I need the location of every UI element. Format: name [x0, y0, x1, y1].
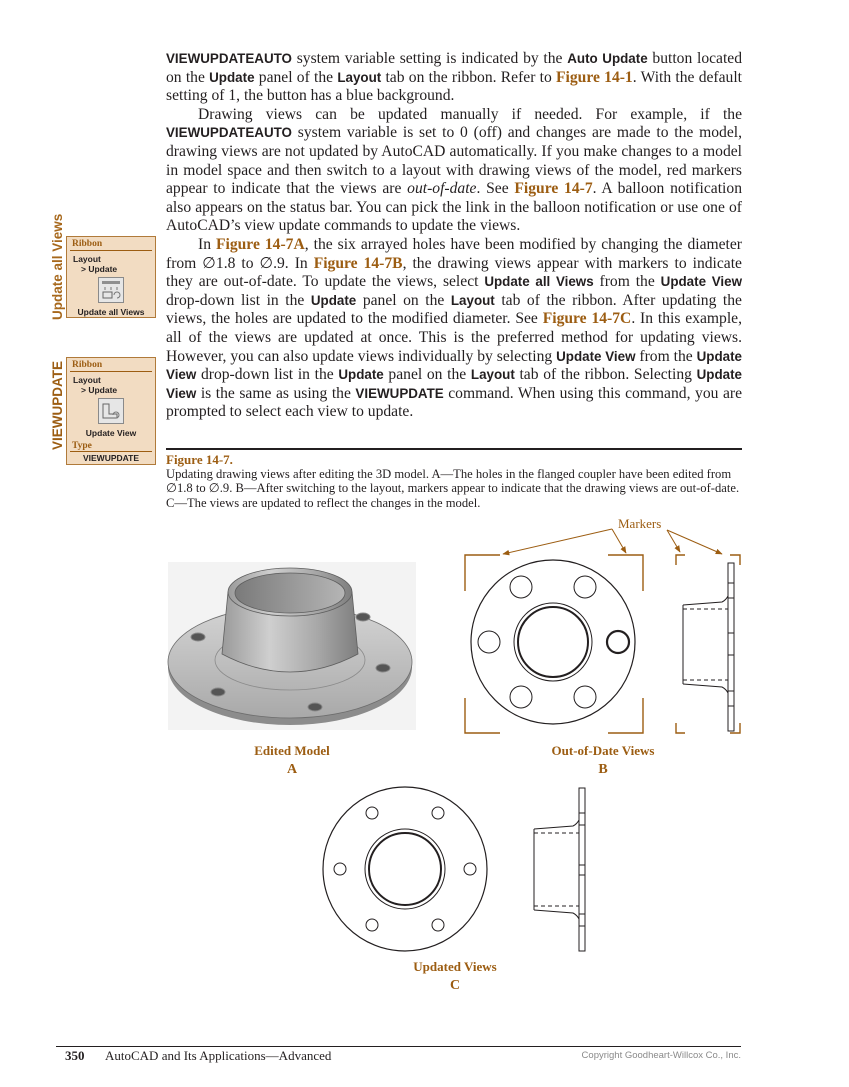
panel-label-a	[222, 743, 362, 778]
markers-leader-arrows	[503, 529, 722, 554]
panel-letter: C	[449, 978, 461, 993]
text-run: . With the default setting of 1, the button has a blue background.	[166, 68, 742, 105]
emphasis-term: out-of-date	[407, 180, 477, 198]
ui-term: Update	[209, 69, 255, 85]
ui-term: Update View	[660, 274, 742, 290]
figure-reference-link[interactable]: Figure 14-7C	[542, 310, 632, 328]
text-run: In	[198, 235, 216, 253]
ui-term: Layout	[337, 69, 382, 85]
type-command: VIEWUPDATE	[82, 453, 140, 463]
panel-name: Edited Model	[254, 743, 330, 758]
out-of-date-markers	[465, 555, 740, 733]
book-title: AutoCAD and Its Applications—Advanced	[105, 1048, 332, 1063]
ribbon-header: Ribbon	[70, 237, 152, 251]
command-name: VIEWUPDATE	[355, 385, 444, 401]
ui-term: Update View	[166, 348, 742, 383]
out-of-date-front-view	[471, 560, 635, 724]
text-run: , the six arrayed holes have been modified by changing the diameter from ∅1.8 to ∅.9. In	[166, 235, 742, 272]
margin-label-viewupdate: VIEWUPDATE	[50, 360, 65, 450]
ui-term: Auto Update	[567, 51, 648, 66]
ribbon-panel-path: > Update	[81, 264, 118, 274]
updated-side-view	[534, 788, 585, 951]
text-run: panel of the	[254, 68, 338, 86]
text-run: tab of the ribbon. Selecting	[514, 366, 697, 384]
ui-term: Layout	[470, 367, 515, 383]
ui-term: Layout	[450, 292, 495, 308]
copyright-notice: Copyright Goodheart-Willcox Co., Inc.	[581, 1050, 741, 1061]
ribbon-command-caption: Update all Views	[77, 307, 145, 317]
figure-reference-link[interactable]: Figure 14-1	[556, 68, 633, 86]
text-run: system variable is set to 0 (off) and changes are made to the model, drawing views are not updated by AutoCAD automatically. If you make changes to a model in model space and then switch to a layout with drawing views of the model, red markers appear to indicate that the views are	[166, 124, 742, 198]
command-name: VIEWUPDATEAUTO	[166, 51, 292, 66]
ui-term: Update all Views	[484, 274, 594, 290]
figure-title: Figure 14-7.	[166, 452, 233, 467]
text-run: . See	[476, 180, 515, 198]
panel-name: Updated Views	[413, 959, 497, 974]
text-run: Drawing views can be updated manually if needed. For example, if the	[198, 105, 742, 123]
out-of-date-side-view	[683, 563, 734, 731]
ui-term: Update	[310, 292, 357, 308]
figure-reference-link[interactable]: Figure 14-7	[514, 180, 593, 198]
ribbon-tab-path: Layout	[73, 254, 101, 264]
figure-caption: Updating drawing views after editing the 3D model. A—The holes in the flanged coupler have been edited from ∅1.8 to ∅.9. B—After switching to the layout, markers appear to indicate that the drawing views are out-of-date. C—The views are updated to reflect the changes in the model.	[166, 467, 740, 510]
ui-term: Update	[338, 367, 384, 383]
text-run: . A balloon notification also appears on the status bar. You can pick the link in the balloon notification or use one of AutoCAD’s view update commands to update the views.	[166, 180, 742, 235]
text-run: button located on the	[166, 50, 743, 86]
ribbon-panel-path: > Update	[81, 385, 118, 395]
text-run: drop-down list in the	[196, 366, 339, 384]
panel-label-b	[533, 743, 673, 778]
ribbon-command-caption: Update View	[85, 428, 137, 438]
text-run: tab on the ribbon. Refer to	[381, 68, 557, 86]
text-run: system variable setting is indicated by the	[291, 50, 568, 67]
text-run: drop-down list in the	[166, 291, 311, 309]
text-run: panel on the	[383, 366, 471, 384]
ribbon-tab-path: Layout	[73, 375, 101, 385]
footer-divider	[56, 1046, 741, 1047]
panel-label-c	[385, 959, 525, 994]
ui-term: Update View	[556, 348, 636, 364]
text-run: tab of the ribbon. After updating the views, the holes are updated to the modified diameter. See	[166, 291, 742, 328]
panel-name: Out-of-Date Views	[551, 743, 655, 758]
text-run: from the	[593, 273, 661, 291]
text-run: command. When using this command, you are prompted to select each view to update.	[166, 384, 742, 421]
panel-letter: B	[598, 762, 608, 777]
text-run: . In this example, all of the views are updated at once. This is the preferred method for updating views. However, you can also update views individually by selecting	[166, 310, 742, 365]
page-number: 350	[65, 1048, 85, 1063]
figure-reference-link[interactable]: Figure 14-7B	[313, 254, 403, 272]
panel-letter: A	[286, 762, 298, 777]
ui-term: Update View	[166, 367, 742, 401]
figure-reference-link[interactable]: Figure 14-7A	[215, 235, 305, 253]
text-run: is the same as using the	[196, 384, 356, 402]
command-name: VIEWUPDATEAUTO	[166, 125, 292, 141]
edited-model-3d-image	[168, 562, 416, 730]
text-run: from the	[635, 347, 697, 365]
markers-callout-label: Markers	[618, 516, 662, 531]
ribbon-header: Ribbon	[70, 358, 152, 372]
text-run: panel on the	[356, 291, 451, 309]
margin-label-update-all-views: Update all Views	[50, 213, 65, 320]
text-run: , the drawing views appear with markers to indicate they are out-of-date. To update the views, select	[166, 254, 742, 291]
type-header: Type	[70, 441, 152, 452]
updated-front-view	[323, 787, 487, 951]
